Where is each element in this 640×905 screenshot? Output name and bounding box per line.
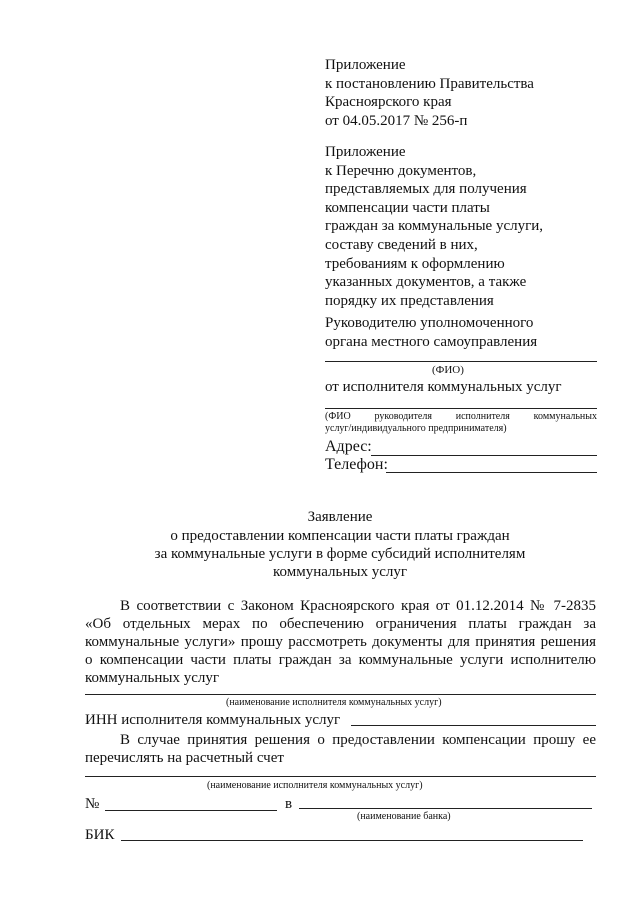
account-number-label: № [85, 796, 100, 812]
header-approval-block [325, 56, 534, 130]
address-label: Адрес: [325, 438, 372, 455]
document-title: Заявление [307, 509, 373, 525]
addressee-line: Руководителю уполномоченного [325, 315, 534, 331]
header-line: требованиям к оформлению [325, 255, 505, 272]
account-holder-caption: (наименование исполнителя коммунальных услуг) [207, 780, 423, 791]
document-subtitle-line: коммунальных услуг [272, 564, 408, 580]
address-field-line[interactable] [371, 455, 597, 456]
body-line: коммунальные услуги» прошу рассмотреть документы для принятия решения [85, 634, 596, 650]
header-line: к постановлению Правительства [325, 75, 534, 92]
contractor-head-caption-line2: услуг/индивидуального предпринимателя) [325, 423, 507, 434]
body-line: «Об отдельных мерах по обеспечению ограничения платы граждан за [85, 616, 596, 632]
body-line: коммунальных услуг [85, 670, 220, 686]
account-number-field-line[interactable] [105, 810, 277, 811]
addressee-block [325, 314, 537, 351]
contractor-head-blank-line[interactable] [325, 408, 597, 409]
header-line: Красноярского края [325, 94, 452, 111]
contractor-name-caption: (наименование исполнителя коммунальных услуг) [226, 697, 442, 708]
body-line: о компенсации части платы граждан за коммунальные услуги исполнителю [85, 652, 596, 668]
body-line: В соответствии с Законом Красноярского края от 01.12.2014 № 7-2835 [120, 598, 596, 614]
decision-line: перечислять на расчетный счет [85, 750, 284, 766]
header-line: указанных документов, а также [325, 274, 527, 291]
header-line: к Перечню документов, [325, 162, 477, 179]
header-appendix-block [325, 143, 543, 310]
contractor-head-caption: (ФИО руководителя исполнителя коммунальных [325, 411, 597, 422]
header-line: Приложение [325, 144, 406, 160]
header-line: Приложение [325, 57, 406, 73]
bank-name-caption: (наименование банка) [357, 811, 451, 822]
fio-caption: (ФИО) [432, 364, 464, 376]
bank-name-field-line[interactable] [299, 808, 592, 809]
header-line: граждан за коммунальные услуги, [325, 218, 544, 235]
document-subtitle-line: за коммунальные услуги в форме субсидий исполнителям [154, 546, 526, 562]
header-line: порядку их представления [325, 292, 494, 309]
header-line: от 04.05.2017 № 256-п [325, 112, 468, 129]
document-subtitle-line: о предоставлении компенсации части платы граждан [170, 528, 510, 544]
header-line: представляемых для получения [325, 181, 527, 198]
phone-field-line[interactable] [386, 472, 597, 473]
header-line: составу сведений в них, [325, 236, 478, 253]
contractor-name-blank-line[interactable] [85, 694, 596, 695]
addressee-line: органа местного самоуправления [325, 333, 538, 350]
account-holder-blank-line[interactable] [85, 776, 596, 777]
decision-line: В случае принятия решения о предоставлении компенсации прошу ее [120, 732, 596, 748]
header-line: компенсации части платы [325, 199, 490, 216]
inn-field-line[interactable] [351, 725, 596, 726]
bank-in-label: в [285, 796, 293, 812]
inn-label: ИНН исполнителя коммунальных услуг [85, 712, 341, 728]
phone-label: Телефон: [325, 456, 388, 473]
fio-blank-line[interactable] [325, 361, 597, 362]
bik-field-line[interactable] [121, 840, 583, 841]
bik-label: БИК [85, 827, 115, 843]
from-contractor-label: от исполнителя коммунальных услуг [325, 379, 562, 395]
